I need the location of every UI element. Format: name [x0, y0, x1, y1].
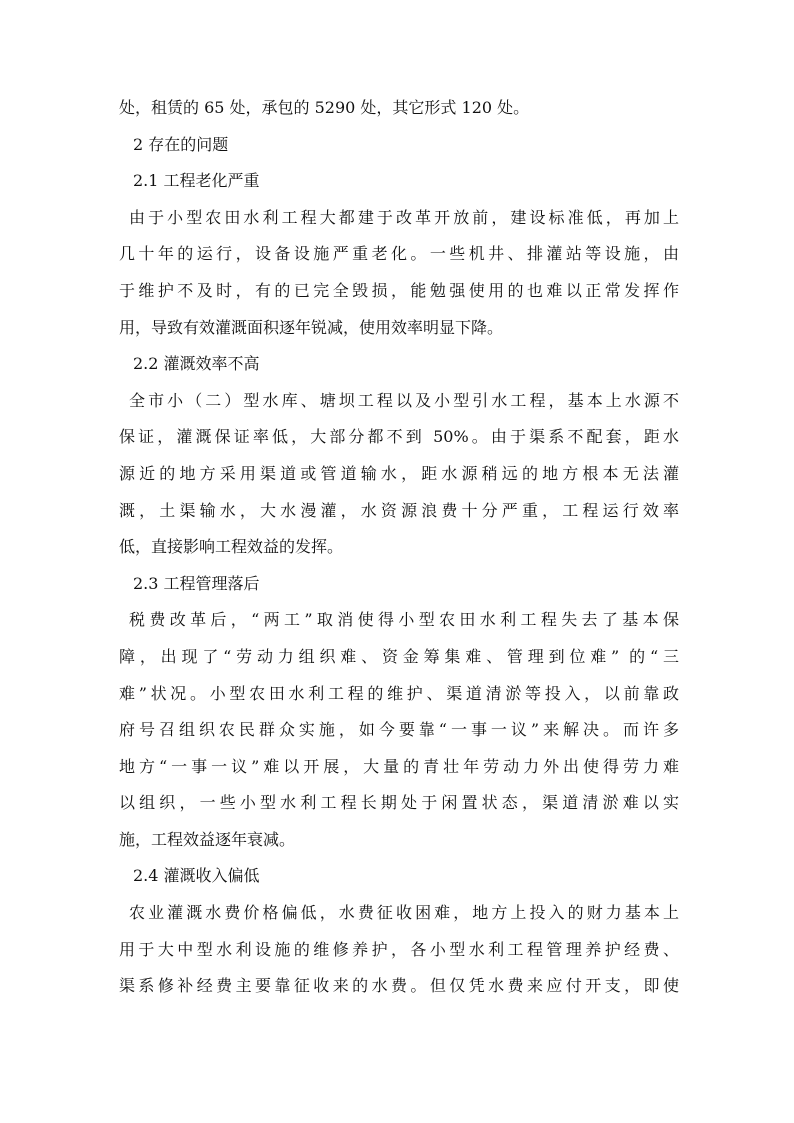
paragraph-line: 障，出现了“劳动力组织难、资金筹集难、管理到位难” 的“三	[119, 646, 679, 666]
section-heading: 2 存在的问题	[133, 134, 229, 154]
subsection-heading: 2.3 工程管理落后	[133, 573, 260, 593]
paragraph-line: 用，导致有效灌溉面积逐年锐减，使用效率明显下降。	[119, 317, 504, 337]
paragraph-line: 全市小（二）型水库、塘坝工程以及小型引水工程，基本上水源不	[129, 390, 679, 410]
subsection-heading: 2.4 灌溉收入偏低	[133, 866, 260, 886]
subsection-heading: 2.2 灌溉效率不高	[133, 354, 260, 374]
subsection-heading: 2.1 工程老化严重	[133, 171, 260, 191]
paragraph-line: 难”状况。小型农田水利工程的维护、渠道清淤等投入，以前靠政	[119, 683, 679, 703]
paragraph-line: 渠系修补经费主要靠征收来的水费。但仅凭水费来应付开支，即使	[119, 976, 679, 996]
paragraph-line: 地方“一事一议”难以开展，大量的青壮年劳动力外出使得劳力难	[119, 756, 679, 776]
paragraph-line: 税费改革后，“两工”取消使得小型农田水利工程失去了基本保	[129, 610, 679, 630]
paragraph-line: 用于大中型水利设施的维修养护，各小型水利工程管理养护经费、	[119, 939, 679, 959]
paragraph-line: 施，工程效益逐年衰减。	[119, 829, 296, 849]
paragraph-line: 于维护不及时，有的已完全毁损，能勉强使用的也难以正常发挥作	[119, 280, 679, 300]
paragraph-line: 源近的地方采用渠道或管道输水，距水源稍远的地方根本无法灌	[119, 463, 679, 483]
paragraph-line: 溉，土渠输水，大水漫灌，水资源浪费十分严重，工程运行效率	[119, 500, 679, 520]
paragraph-line: 处，租赁的 65 处，承包的 5290 处，其它形式 120 处。	[119, 98, 530, 117]
document-body	[119, 90, 679, 1005]
paragraph-line: 以组织，一些小型水利工程长期处于闲置状态，渠道清淤难以实	[119, 793, 679, 813]
paragraph-line: 几十年的运行，设备设施严重老化。一些机井、排灌站等设施，由	[119, 244, 679, 264]
paragraph-line: 由于小型农田水利工程大都建于改革开放前，建设标准低，再加上	[129, 207, 679, 227]
paragraph-line: 农业灌溉水费价格偏低，水费征收困难，地方上投入的财力基本上	[129, 903, 679, 923]
paragraph-line: 府号召组织农民群众实施，如今要靠“一事一议”来解决。而许多	[119, 720, 679, 740]
paragraph-line: 低，直接影响工程效益的发挥。	[119, 537, 344, 557]
paragraph-line: 保证，灌溉保证率低，大部分都不到 50%。由于渠系不配套，距水	[119, 427, 679, 447]
